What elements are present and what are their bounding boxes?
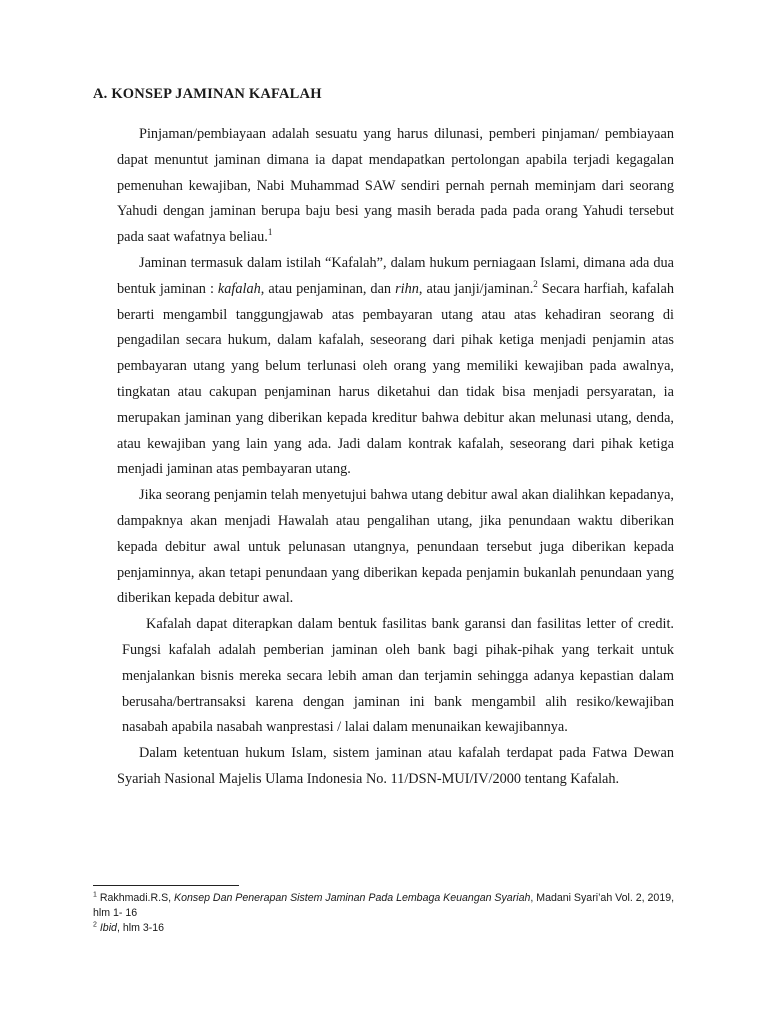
paragraph-3: Jika seorang penjamin telah menyetujui bahwa utang debitur awal akan dialihkan kepadanya, dampaknya akan menjadi Hawalah atau pengalihan utang, jika penundaan waktu diberikan kepada debitur awal untuk pelunasan utangnya, penundaan tersebut juga diberikan kepada penjaminnya, akan tetapi penundaan yang diberikan kepada penjamin bukanlah penundaan yang diberikan kepada debitur awal. <box>117 487 674 607</box>
footnote-2-number: 2 <box>93 921 97 929</box>
section-heading: A. KONSEP JAMINAN KAFALAH <box>93 86 322 102</box>
paragraph-2-text-d: Secara harfiah, kafalah berarti mengambil tanggungjawab atas pembayaran utang atau atas kehadiran seorang di pengadilan secara hukum, dalam kafalah, seseorang dari pihak ketiga menjadi penjamin atas pembayaran utang yang belum terlunasi oleh orang yang memiliki kewajiban pada awalnya, tingkatan atau cakupan penjaminan harus diketahui dan tidak bisa menjadi persyaratan, ia merupakan jaminan yang diberikan kepada kreditur bahwa debitur akan melunasi utang, denda, atau kewajiban yang lain yang ada. Jadi dalam kontrak kafalah, seseorang dari pihak ketiga menjadi jaminan atas pembayaran utang. <box>117 280 674 478</box>
footnote-1-title: Konsep Dan Penerapan Sistem Jaminan Pada Lembaga Keuangan Syariah <box>174 892 531 904</box>
document-body <box>117 122 674 793</box>
paragraph-1 <box>117 122 674 251</box>
footnote-1-rest: , Madani Syari’ah Vol. 2, 2019, hlm 1- 16 <box>93 892 675 919</box>
paragraph-2-text-a: Jaminan termasuk dalam istilah “Kafalah”, dalam hukum perniagaan Islami, dimana ada dua bentuk jaminan : <box>117 254 674 297</box>
footnotes <box>93 891 678 936</box>
paragraph-2 <box>117 251 674 483</box>
footnote-ref-2[interactable]: 2 <box>533 279 538 290</box>
footnote-ref-1[interactable]: 1 <box>267 227 273 238</box>
footnote-separator <box>93 885 239 886</box>
term-kafalah: kafalah <box>217 280 261 297</box>
footnote-1-author: Rakhmadi.R.S, <box>96 892 175 904</box>
paragraph-4: Kafalah dapat diterapkan dalam bentuk fasilitas bank garansi dan fasilitas letter of credit. Fungsi kafalah adalah pemberian jaminan oleh bank bagi pihak-pihak yang terkait untuk menjalankan bisnis mereka secara lebih aman dan terjamin sehingga adanya kepastian dalam berusaha/bertransaksi karena dengan jaminan ini bank mengambil alih resiko/kewajiban nasabah apabila nasabah wanprestasi / lalai dalam menunaikan kewajibannya. <box>122 616 674 736</box>
footnote-2-rest: , hlm 3-16 <box>116 922 165 934</box>
footnote-2-ibid: Ibid <box>99 922 117 934</box>
paragraph-5: Dalam ketentuan hukum Islam, sistem jaminan atau kafalah terdapat pada Fatwa Dewan Syariah Nasional Majelis Ulama Indonesia No. 11/DSN-MUI/IV/2000 tentang Kafalah. <box>117 745 674 787</box>
paragraph-2-text-b: , atau penjaminan, dan <box>260 280 396 297</box>
paragraph-2-text-c: , atau janji/jaminan. <box>418 280 534 297</box>
paragraph-1-text: Pinjaman/pembiayaan adalah sesuatu yang harus dilunasi, pemberi pinjaman/ pembiayaan dapat menuntut jaminan dimana ia dapat mendapatkan pertolongan apabila terjadi kegagalan pemenuhan kewajiban, Nabi Muhammad SAW sendiri pernah pernah meminjam dari seorang Yahudi dengan jaminan berupa baju besi yang masih berada pada pada orang Yahudi tersebut pada saat wafatnya beliau. <box>117 126 674 246</box>
footnote-1 <box>93 891 678 921</box>
footnote-1-number: 1 <box>93 891 97 899</box>
term-rihn: rihn <box>395 280 419 297</box>
footnote-2 <box>93 921 678 936</box>
